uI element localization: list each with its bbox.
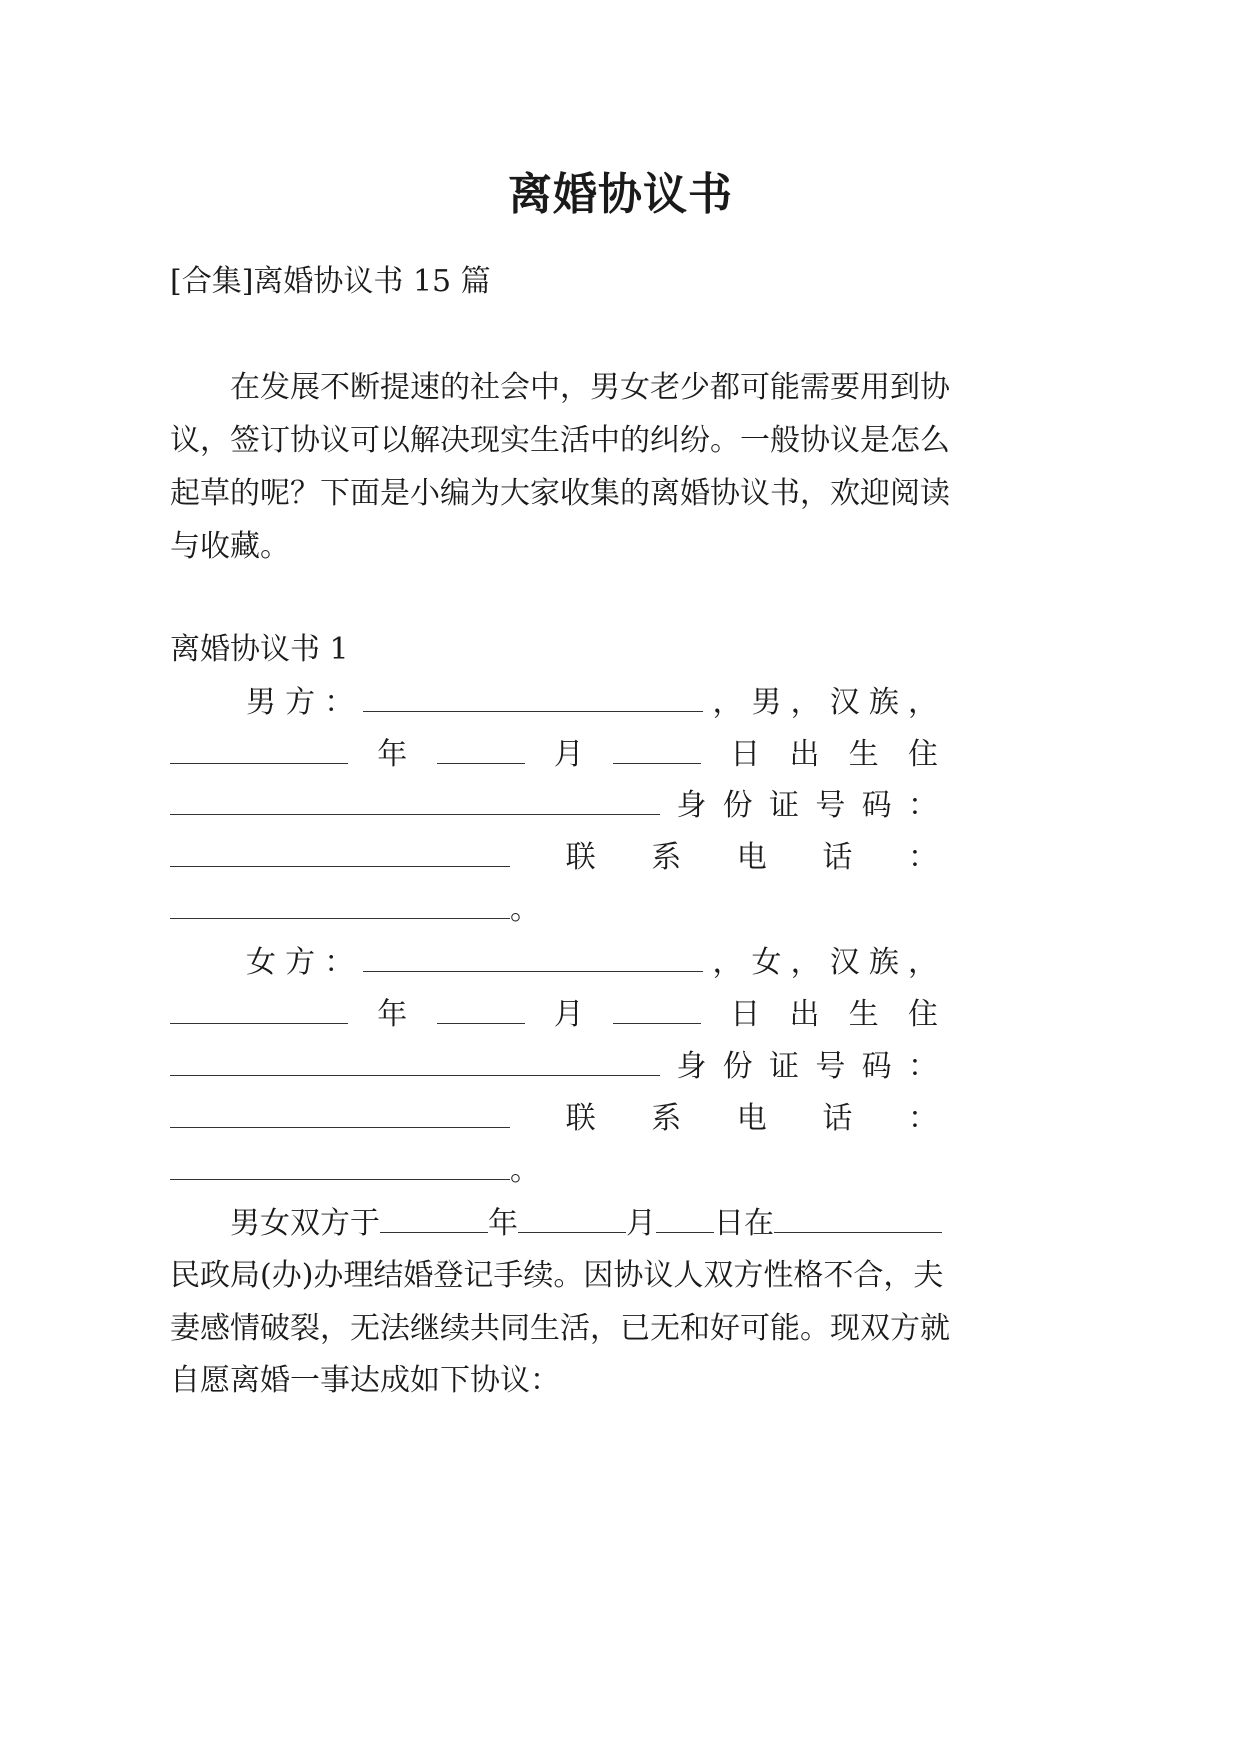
marriage-month-label: 月 (626, 1206, 656, 1241)
female-id-colon: ： (907, 1049, 938, 1084)
marriage-line-4: 自愿离婚一事达成如下协议： (170, 1363, 560, 1398)
male-party-line (246, 683, 938, 723)
female-id-char: 身 (676, 1049, 707, 1084)
male-name-blank[interactable] (363, 689, 703, 712)
female-tail-char: ， (790, 945, 821, 980)
document-title: 离婚协议书 (508, 169, 733, 220)
female-phone-char: 话 (822, 1101, 853, 1136)
male-tail-char: ， (790, 685, 821, 720)
female-address-line (170, 1047, 938, 1087)
female-year-label: 年 (377, 997, 408, 1032)
marriage-day-at: 日在 (714, 1206, 774, 1241)
female-name-blank[interactable] (363, 949, 703, 972)
male-phone-blank[interactable] (170, 896, 510, 919)
male-id-blank[interactable] (170, 844, 510, 867)
marriage-line-3: 妻感情破裂，无法继续共同生活，已无和好可能。现双方就 (170, 1311, 950, 1346)
male-phone-char: 联 (565, 840, 596, 875)
male-id-char: 码 (861, 788, 892, 823)
female-birth-char: 出 (789, 997, 820, 1032)
female-id-char: 码 (861, 1049, 892, 1084)
female-ethnicity-char: 族 (868, 945, 899, 980)
female-ethnicity-char: 汉 (829, 945, 860, 980)
male-phone-colon: ： (907, 840, 938, 875)
intro-line-2: 议，签订协议可以解决现实生活中的纠纷。一般协议是怎么 (170, 423, 950, 458)
female-birth-line (170, 995, 938, 1035)
male-party-char: 方 (285, 685, 316, 720)
male-phone-line (170, 890, 540, 930)
female-tail-char: ， (712, 945, 743, 980)
female-address-blank[interactable] (170, 1053, 660, 1076)
intro-line-4: 与收藏。 (170, 529, 290, 564)
male-id-char: 身 (676, 788, 707, 823)
female-id-char: 号 (815, 1049, 846, 1084)
female-month-label: 月 (553, 997, 584, 1032)
male-tail-char: ， (907, 685, 938, 720)
male-birth-line (170, 735, 938, 775)
female-birth-year-blank[interactable] (170, 1001, 348, 1024)
male-birth-char: 日 (730, 737, 761, 772)
collection-label: [合集]离婚协议书 15 篇 (170, 264, 491, 299)
female-id-line (170, 1099, 938, 1139)
section-heading: 离婚协议书 1 (170, 632, 349, 667)
female-birth-char: 生 (848, 997, 879, 1032)
female-party-char: 女 (246, 945, 276, 980)
marriage-office-blank[interactable] (774, 1210, 942, 1233)
male-id-char: 份 (722, 788, 753, 823)
male-id-colon: ： (907, 788, 938, 823)
female-id-char: 证 (768, 1049, 799, 1084)
male-year-label: 年 (377, 737, 408, 772)
female-phone-char: 电 (736, 1101, 767, 1136)
female-birth-day-blank[interactable] (613, 1001, 701, 1024)
female-party-char: 方 (285, 945, 316, 980)
marriage-month-blank[interactable] (518, 1210, 626, 1233)
male-end-period: 。 (510, 892, 540, 927)
marriage-line-2: 民政局(办)办理结婚登记手续。因协议人双方性格不合，夫 (170, 1258, 944, 1293)
intro-line-3: 起草的呢？下面是小编为大家收集的离婚协议书，欢迎阅读 (170, 476, 950, 511)
female-id-blank[interactable] (170, 1105, 510, 1128)
male-phone-char: 系 (651, 840, 682, 875)
male-ethnicity-char: 汉 (829, 685, 860, 720)
male-gender: 男 (751, 685, 782, 720)
male-birth-char: 住 (908, 737, 938, 772)
male-id-line (170, 838, 938, 878)
male-phone-char: 电 (736, 840, 767, 875)
female-phone-colon: ： (907, 1101, 938, 1136)
female-phone-char: 系 (651, 1101, 682, 1136)
female-party-line (246, 943, 938, 983)
female-id-char: 份 (722, 1049, 753, 1084)
male-address-blank[interactable] (170, 792, 660, 815)
female-party-colon: ： (324, 945, 355, 980)
marriage-day-blank[interactable] (656, 1210, 714, 1233)
male-birth-char: 生 (848, 737, 879, 772)
male-id-char: 证 (768, 788, 799, 823)
female-end-period: 。 (510, 1153, 540, 1188)
male-address-line (170, 786, 938, 826)
male-id-char: 号 (815, 788, 846, 823)
female-phone-char: 联 (565, 1101, 596, 1136)
female-tail-char: ， (907, 945, 938, 980)
male-birth-month-blank[interactable] (437, 741, 525, 764)
male-ethnicity-char: 族 (868, 685, 899, 720)
female-phone-line (170, 1151, 540, 1191)
male-party-colon: ： (324, 685, 355, 720)
female-gender: 女 (751, 945, 782, 980)
intro-line-1: 在发展不断提速的社会中，男女老少都可能需要用到协 (230, 370, 950, 405)
female-birth-month-blank[interactable] (437, 1001, 525, 1024)
marriage-year-blank[interactable] (380, 1210, 488, 1233)
female-birth-char: 住 (908, 997, 938, 1032)
male-phone-char: 话 (822, 840, 853, 875)
male-birth-day-blank[interactable] (613, 741, 701, 764)
male-birth-year-blank[interactable] (170, 741, 348, 764)
marriage-line-1 (230, 1204, 942, 1244)
female-phone-blank[interactable] (170, 1157, 510, 1180)
marriage-year-label: 年 (488, 1206, 518, 1241)
male-birth-char: 出 (789, 737, 820, 772)
marriage-prefix: 男女双方于 (230, 1206, 380, 1241)
male-month-label: 月 (553, 737, 584, 772)
male-party-char: 男 (246, 685, 276, 720)
male-tail-char: ， (712, 685, 743, 720)
female-birth-char: 日 (730, 997, 761, 1032)
